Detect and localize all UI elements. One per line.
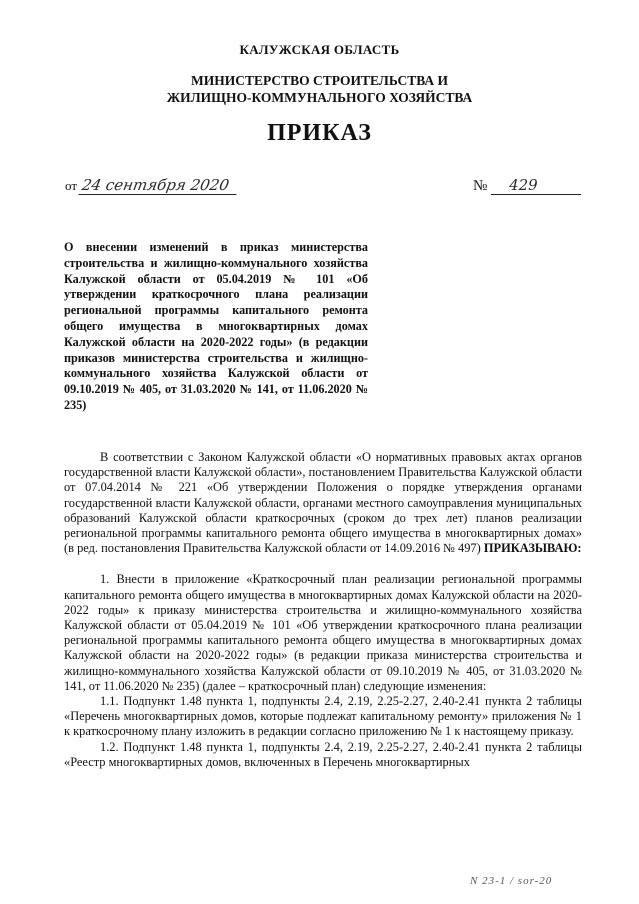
- order-date: [65, 176, 238, 195]
- number-prefix: №: [473, 178, 488, 194]
- date-prefix: от: [65, 178, 78, 193]
- order-word: ПРИКАЗЫВАЮ:: [483, 541, 582, 556]
- order-number: [473, 176, 581, 195]
- handwritten-number: 429: [491, 176, 581, 195]
- document-type-title: ПРИКАЗ: [267, 120, 372, 146]
- region-heading: КАЛУЖСКАЯ ОБЛАСТЬ: [239, 42, 400, 57]
- handwritten-date: 24 сентября 2020: [79, 176, 240, 195]
- ministry-line-1: МИНИСТЕРСТВО СТРОИТЕЛЬСТВА И: [191, 73, 448, 88]
- ministry-heading: [0, 72, 639, 106]
- order-body: [64, 450, 582, 770]
- item-1-paragraph: 1. Внести в приложение «Краткосрочный план реализации региональной программы капитального ремонта общего имущества в многоквартирных домах Калужской области на 2020-2022 годы» к приказу министерства строительства и жилищно-коммунального хозяйства Калужской области от 05.04.2019 № 101 «Об утверждении краткосрочного плана реализации региональной программы капитального ремонта общего имущества в многоквартирных домах Калужской области на 2020-2022 годы» (в редакции приказа министерства строительства и жилищно-коммунального хозяйства Калужской области от 09.10.2019 № 405, от 31.03.2020 № 141, от 11.06.2020 № 235) (далее – краткосрочный план) следующие изменения:: [64, 572, 582, 693]
- preamble-text: В соответствии с Законом Калужской области «О нормативных правовых актах органов государственной власти Калужской области», постановлением Правительства Калужской области от 07.04.2014 № 221 «Об утверждении Положения о порядке утверждения органами государственной власти Калужской области, органами местного самоуправления муниципальных образований Калужской области краткосрочных (сроком до трех лет) планов реализации региональной программы капитального ремонта общего имущества в многоквартирных домах» (в ред. постановления Правительства Калужской области от 14.09.2016 № 497): [64, 450, 582, 556]
- preamble-paragraph: [64, 450, 582, 556]
- ministry-line-2: ЖИЛИЩНО-КОММУНАЛЬНОГО ХОЗЯЙСТВА: [166, 90, 473, 105]
- item-1-2-paragraph: 1.2. Подпункт 1.48 пункта 1, подпункты 2.4, 2.19, 2.25-2.27, 2.40-2.41 пункта 2 таблицы «Реестр многоквартирных домов, включенных в Перечень многоквартирных: [64, 739, 582, 769]
- handwritten-footer-note: N 23-1 / sor-20: [470, 875, 553, 887]
- order-subject: О внесении изменений в приказ министерства строительства и жилищно-коммунального хозяйства Калужской области от 05.04.2019 № 101 «Об утверждении краткосрочного плана реализации региональной программы капитального ремонта общего имущества в многоквартирных домах Калужской области на 2020-2022 годы» (в редакции приказов министерства строительства и жилищно-коммунального хозяйства Калужской области от 09.10.2019 № 405, от 31.03.2020 № 141, от 11.06.2020 № 235): [64, 240, 368, 412]
- item-1-1-paragraph: 1.1. Подпункт 1.48 пункта 1, подпункты 2.4, 2.19, 2.25-2.27, 2.40-2.41 пункта 2 таблицы «Перечень многоквартирных домов, которые подлежат капитальному ремонту» приложения № 1 к краткосрочному плану изложить в редакции согласно приложению № 1 к настоящему приказу.: [64, 694, 582, 739]
